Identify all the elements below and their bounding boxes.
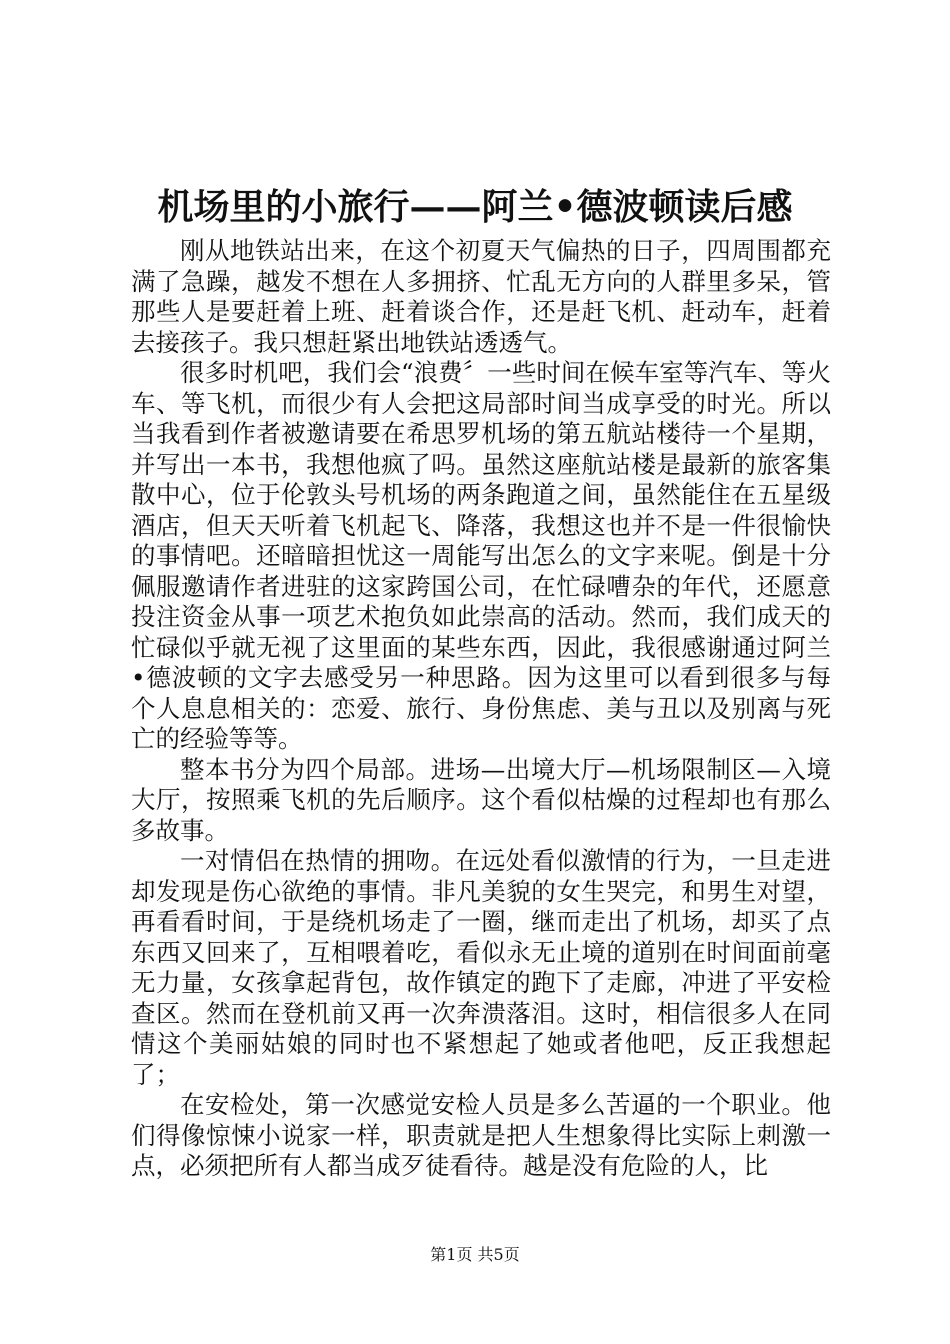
document-body	[131, 236, 831, 1182]
paragraph: 很多时机吧，我们会“浪费〞一些时间在候车室等汽车、等火车、等飞机，而很少有人会把这局部时间当成享受的时光。所以当我看到作者被邀请要在希思罗机场的第五航站楼待一个星期，并写出一本书，我想他疯了吗。虽然这座航站楼是最新的旅客集散中心，位于伦敦头号机场的两条跑道之间，虽然能住在五星级酒店，但天天听着飞机起飞、降落，我想这也并不是一件很愉快的事情吧。还暗暗担忧这一周能写出怎么的文字来呢。倒是十分佩服邀请作者进驻的这家跨国公司，在忙碌嘈杂的年代，还愿意投注资金从事一项艺术抱负如此崇高的活动。然而，我们成天的忙碌似乎就无视了这里面的某些东西，因此，我很感谢通过阿兰•德波顿的文字去感受另一种思路。因为这里可以看到很多与每个人息息相关的：恋爱、旅行、身份焦虑、美与丑以及别离与死亡的经验等等。	[131, 358, 831, 753]
page-number-footer: 第1页 共5页	[430, 1245, 520, 1264]
paragraph: 刚从地铁站出来，在这个初夏天气偏热的日子，四周围都充满了急躁，越发不想在人多拥挤、忙乱无方向的人群里多呆，管那些人是要赶着上班、赶着谈合作，还是赶飞机、赶动车，赶着去接孩子。我只想赶紧出地铁站透透气。	[131, 236, 831, 357]
paragraph: 在安检处，第一次感觉安检人员是多么苦逼的一个职业。他们得像惊悚小说家一样，职责就是把人生想象得比实际上刺激一点，必须把所有人都当成歹徒看待。越是没有危险的人，比	[131, 1090, 831, 1180]
paragraph: 整本书分为四个局部。进场—出境大厅—机场限制区—入境大厅，按照乘飞机的先后顺序。这个看似枯燥的过程却也有那么多故事。	[131, 754, 831, 845]
document-title: 机场里的小旅行——阿兰•德波顿读后感	[157, 186, 793, 228]
paragraph: 一对情侣在热情的拥吻。在远处看似激情的行为，一旦走进却发现是伤心欲绝的事情。非凡美貌的女生哭完，和男生对望，再看看时间，于是绕机场走了一圈，继而走出了机场，却买了点东西又回来了，互相喂着吃，看似永无止境的道别在时间面前毫无力量，女孩拿起背包，故作镇定的跑下了走廊，冲进了平安检查区。然而在登机前又再一次奔溃落泪。这时，相信很多人在同情这个美丽姑娘的同时也不紧想起了她或者他吧，反正我想起了；	[131, 846, 831, 1089]
